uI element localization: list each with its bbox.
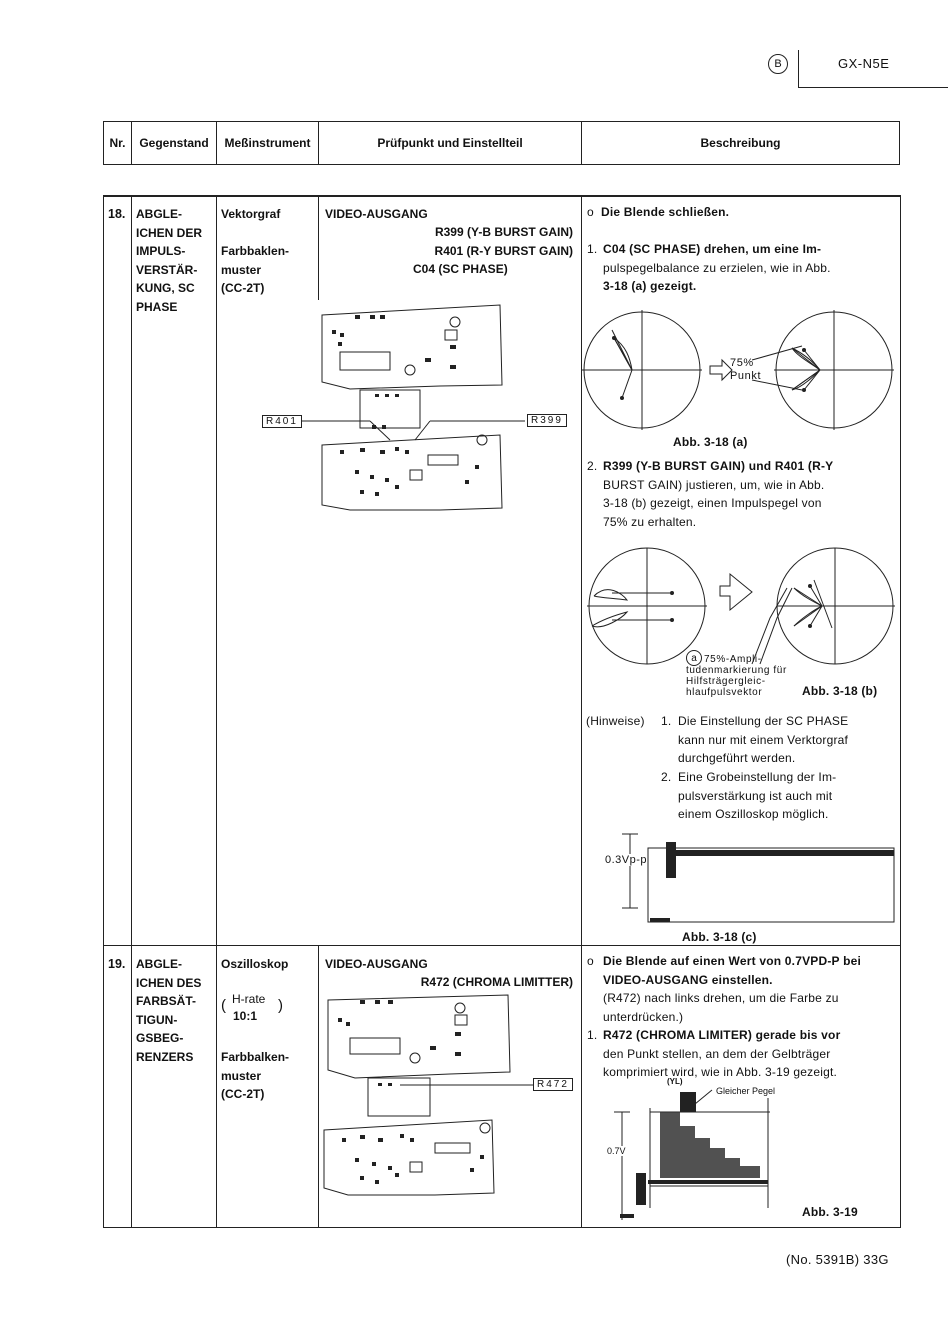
row18-nr: 18.	[108, 207, 126, 221]
col-header-messinstrument: Meßinstrument	[224, 136, 311, 150]
fig-gleicher-label: Gleicher Pegel	[716, 1086, 776, 1096]
row19-instrument-farbbalken: Farbbalken- muster (CC-2T)	[221, 1050, 290, 1102]
row-divider	[104, 945, 900, 946]
header-underline	[798, 87, 948, 88]
row18-instrument-vektorgraf: Vektorgraf	[221, 207, 281, 221]
col-header-nr: Nr.	[109, 136, 126, 150]
pcb-diagram-row19	[260, 990, 580, 1205]
hint-1: 1. Die Einstellung der SC PHASE kann nur mit einem Verktorgraf durchgeführt werden.	[661, 714, 849, 766]
row19-hrate: ( H-rate 10:1 )	[221, 992, 283, 1023]
fig-3-19-caption: Abb. 3-19	[802, 1205, 858, 1219]
fig-b-caption: Abb. 3-18 (b)	[802, 684, 878, 698]
label-r401: R401	[262, 415, 302, 428]
col-header-pruefpunkt: Prüfpunkt und Einstellteil	[377, 136, 523, 150]
row19-gegenstand: ABGLE- ICHEN DES FARBSÄT- TIGUN- GSBEG- RENZERS	[136, 957, 202, 1064]
fig-b-note: 75%-Ampli- tudenmarkierung für Hilfsträgergleic- hlaufpulsvektor	[686, 654, 787, 698]
page-footer: (No. 5391B) 33G	[786, 1252, 889, 1267]
figure-3-18c	[600, 828, 900, 928]
header-divider	[798, 50, 799, 88]
row19-nr: 19.	[108, 957, 126, 971]
row19-pruefpunkt-title: VIDEO-AUSGANG	[325, 957, 428, 971]
col-header-gegenstand: Gegenstand	[139, 136, 209, 150]
row18-step1: 1. C04 (SC PHASE) drehen, um eine Im- pulspegelbalance zu erzielen, wie in Abb. 3-18 (a) gezeigt.	[587, 242, 831, 294]
col-header-beschreibung: Beschreibung	[700, 136, 781, 150]
fig-c-label: 0.3Vp-p	[605, 854, 648, 866]
hint-2: 2. Eine Grobeinstellung der Im- pulsverstärkung ist auch mit einem Oszilloskop möglich.	[661, 770, 837, 822]
hinweise-label: (Hinweise)	[586, 714, 645, 728]
model-number: GX-N5E	[838, 56, 890, 71]
page-header	[760, 50, 950, 90]
row18-step0: o Die Blende schließen.	[587, 205, 730, 219]
fig-07v-label: 0.7V	[607, 1146, 626, 1156]
fig-c-caption: Abb. 3-18 (c)	[682, 930, 757, 944]
fig-a-caption: Abb. 3-18 (a)	[673, 435, 748, 449]
row19-step1: 1. R472 (CHROMA LIMITER) gerade bis vor den Punkt stellen, an dem der Gelbträger komprimiert wird, wie in Abb. 3-19 gezeigt.	[587, 1028, 841, 1080]
label-r472: R472	[533, 1078, 573, 1091]
label-r399: R399	[527, 414, 567, 427]
row18-pruefpunkt-lines: R399 (Y-B BURST GAIN) R401 (R-Y BURST GAIN) C04 (SC PHASE)	[413, 225, 573, 277]
row19-step0: o Die Blende auf einen Wert von 0.7VPD-P bei VIDEO-AUSGANG einstellen. (R472) nach links drehen, um die Farbe zu unterdrücken.)	[587, 954, 862, 1024]
fig-b-marker: a	[686, 650, 702, 666]
pcb-diagram-row18	[260, 300, 580, 515]
row18-pruefpunkt-title: VIDEO-AUSGANG	[325, 207, 428, 221]
section-badge: B	[768, 54, 788, 74]
fig-yl-label: (YL)	[667, 1077, 683, 1086]
fig-a-label: 75% Punkt	[730, 357, 762, 382]
row18-instrument-farbbalken: Farbbaklen- muster (CC-2T)	[221, 244, 290, 296]
row18-gegenstand: ABGLE- ICHEN DER IMPULS- VERSTÄR- KUNG, SC PHASE	[136, 207, 203, 314]
row18-step2: 2. R399 (Y-B BURST GAIN) und R401 (R-Y BURST GAIN) justieren, um, wie in Abb. 3-18 (b) gezeigt, einen Impulspegel von 75% zu erhalten.	[587, 459, 834, 529]
row19-pruefpunkt-line: R472 (CHROMA LIMITTER)	[420, 975, 573, 989]
row19-instrument-oszilloskop: Oszilloskop	[221, 957, 289, 971]
